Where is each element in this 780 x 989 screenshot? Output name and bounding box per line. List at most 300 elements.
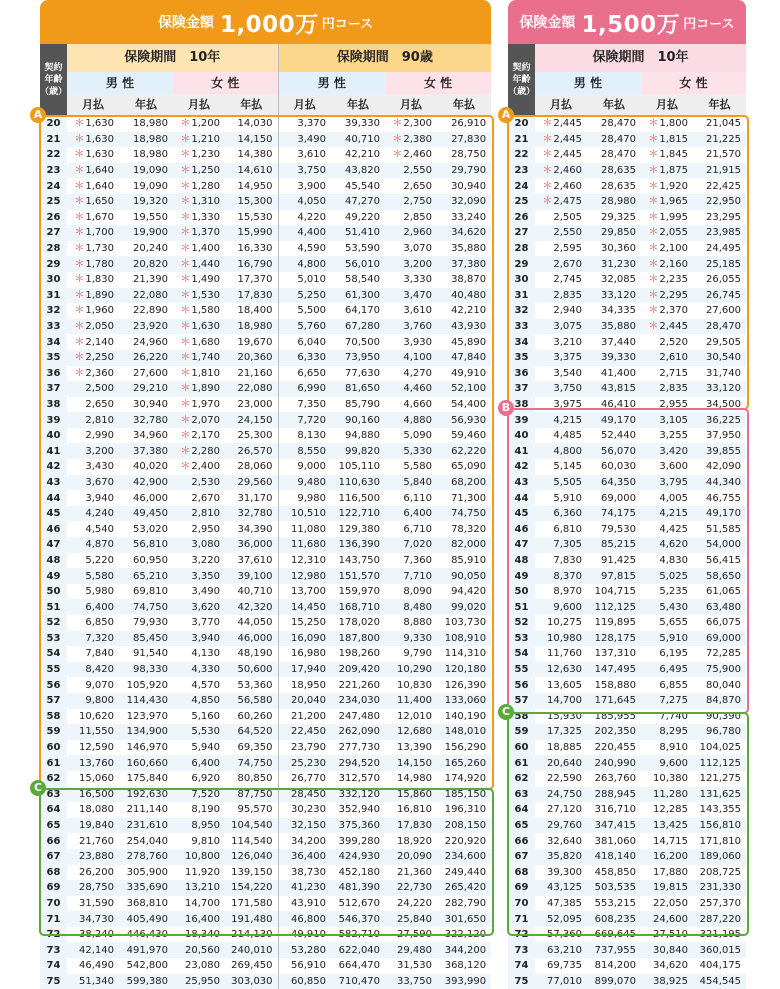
- premium-cell: [278, 397, 331, 413]
- premium-cell: [278, 693, 331, 709]
- premium-cell: [535, 412, 587, 428]
- asterisk-icon: ＊: [180, 196, 191, 208]
- premium-value: 39,100: [237, 570, 273, 582]
- premium-value: 104,025: [699, 742, 742, 754]
- premium-value: 424,930: [338, 851, 381, 863]
- age-cell: 72: [508, 927, 535, 943]
- premium-cell: [173, 256, 225, 272]
- premium-cell: [331, 568, 385, 584]
- premium-value: 6,330: [297, 352, 327, 364]
- premium-value: 77,630: [345, 367, 381, 379]
- premium-value: 143,750: [338, 554, 381, 566]
- premium-value: 112,125: [699, 757, 742, 769]
- premium-value: 14,700: [185, 897, 220, 909]
- age-cell: 41: [40, 443, 67, 459]
- table-row: [508, 272, 746, 288]
- table-row: [508, 288, 746, 304]
- premium-value: 25,950: [185, 975, 220, 987]
- premium-cell: [641, 178, 693, 194]
- age-cell: 62: [40, 771, 67, 787]
- premium-value: 5,655: [659, 617, 688, 629]
- premium-value: 22,730: [397, 882, 433, 894]
- table-row: [40, 599, 491, 615]
- premium-value: 33,750: [397, 975, 433, 987]
- age-cell: 63: [508, 787, 535, 803]
- premium-cell: [535, 428, 587, 444]
- premium-cell: [437, 506, 491, 522]
- premium-cell: [535, 241, 587, 257]
- premium-cell: [437, 880, 491, 896]
- premium-cell: [535, 958, 587, 974]
- premium-cell: [693, 818, 746, 834]
- premium-value: 5,145: [553, 461, 582, 473]
- premium-cell: [641, 241, 693, 257]
- premium-value: 1,650: [85, 196, 114, 208]
- premium-cell: [641, 849, 693, 865]
- premium-cell: [119, 350, 173, 366]
- premium-value: 6,495: [659, 664, 688, 676]
- premium-cell: [225, 397, 278, 413]
- premium-value: 30,840: [653, 944, 688, 956]
- premium-value: 8,880: [403, 617, 433, 629]
- premium-value: 29,560: [237, 476, 273, 488]
- table-row: [508, 662, 746, 678]
- right-header-label: 保険金額: [519, 15, 576, 31]
- premium-value: 332,120: [338, 788, 381, 800]
- premium-cell: [535, 974, 587, 989]
- table-row: [508, 584, 746, 600]
- premium-cell: [535, 631, 587, 647]
- asterisk-icon: ＊: [74, 367, 85, 379]
- age-cell: 24: [40, 178, 67, 194]
- annual-header: 年払: [119, 94, 173, 116]
- premium-value: 899,070: [594, 975, 636, 987]
- table-row: [508, 521, 746, 537]
- premium-value: 305,900: [126, 866, 168, 878]
- premium-cell: [437, 958, 491, 974]
- age-cell: 45: [40, 506, 67, 522]
- premium-cell: [67, 677, 119, 693]
- premium-cell: [641, 459, 693, 475]
- premium-cell: [278, 771, 331, 787]
- premium-value: 347,415: [594, 820, 636, 832]
- premium-cell: [225, 958, 278, 974]
- premium-value: 60,260: [237, 710, 273, 722]
- age-cell: 67: [40, 849, 67, 865]
- asterisk-icon: ＊: [648, 258, 659, 270]
- premium-cell: [119, 319, 173, 335]
- premium-cell: [437, 163, 491, 179]
- premium-cell: [437, 443, 491, 459]
- premium-value: 9,600: [553, 601, 582, 613]
- asterisk-icon: ＊: [648, 196, 659, 208]
- premium-value: 151,570: [338, 570, 381, 582]
- premium-value: 8,550: [297, 445, 327, 457]
- premium-cell: [385, 615, 437, 631]
- premium-cell: [641, 521, 693, 537]
- premium-value: 21,390: [133, 274, 168, 286]
- premium-cell: [641, 615, 693, 631]
- premium-cell: [225, 147, 278, 163]
- asterisk-icon: ＊: [648, 227, 659, 239]
- premium-value: 126,390: [444, 679, 487, 691]
- premium-cell: [67, 755, 119, 771]
- premium-cell: [331, 693, 385, 709]
- premium-cell: [587, 272, 641, 288]
- premium-value: 18,950: [291, 679, 327, 691]
- asterisk-icon: ＊: [74, 118, 85, 130]
- premium-cell: [331, 178, 385, 194]
- premium-cell: [331, 942, 385, 958]
- premium-cell: [587, 194, 641, 210]
- premium-value: 1,530: [191, 289, 220, 301]
- asterisk-icon: ＊: [74, 352, 85, 364]
- badge-c-right: C: [498, 704, 514, 720]
- premium-cell: [385, 210, 437, 226]
- premium-cell: [119, 241, 173, 257]
- age-cell: 68: [508, 865, 535, 881]
- premium-value: 136,390: [338, 539, 381, 551]
- badge-b-right: B: [498, 400, 514, 416]
- premium-cell: [693, 366, 746, 382]
- premium-value: 69,735: [547, 960, 582, 972]
- table-row: [40, 147, 491, 163]
- premium-cell: [278, 615, 331, 631]
- premium-value: 171,810: [699, 835, 742, 847]
- premium-cell: [331, 210, 385, 226]
- premium-value: 294,520: [338, 757, 381, 769]
- premium-value: 5,580: [403, 461, 433, 473]
- premium-cell: [225, 787, 278, 803]
- premium-value: 2,380: [403, 133, 433, 145]
- asterisk-icon: ＊: [180, 321, 191, 333]
- age-cell: 70: [508, 896, 535, 912]
- premium-cell: [641, 740, 693, 756]
- premium-cell: [587, 381, 641, 397]
- premium-value: 98,330: [133, 664, 168, 676]
- premium-cell: [278, 350, 331, 366]
- premium-value: 4,005: [659, 492, 688, 504]
- premium-cell: [385, 865, 437, 881]
- asterisk-icon: ＊: [74, 133, 85, 145]
- monthly-header: 月払: [535, 94, 587, 116]
- premium-cell: [587, 849, 641, 865]
- premium-cell: [119, 771, 173, 787]
- age-cell: 70: [40, 896, 67, 912]
- premium-cell: [535, 802, 587, 818]
- left-header-suffix: 円コース: [321, 16, 374, 32]
- premium-value: 4,880: [403, 414, 433, 426]
- premium-cell: [225, 319, 278, 335]
- male-header: 男 性: [535, 72, 641, 94]
- premium-value: 28,470: [601, 149, 636, 161]
- premium-cell: [437, 288, 491, 304]
- premium-value: 52,100: [451, 383, 487, 395]
- premium-value: 21,760: [79, 835, 114, 847]
- premium-cell: [278, 459, 331, 475]
- premium-cell: [67, 288, 119, 304]
- table-row: [508, 896, 746, 912]
- premium-value: 56,010: [345, 258, 381, 270]
- premium-cell: [67, 615, 119, 631]
- premium-cell: [535, 599, 587, 615]
- premium-cell: [225, 709, 278, 725]
- table-row: [508, 319, 746, 335]
- premium-cell: [331, 537, 385, 553]
- premium-value: 9,330: [403, 632, 433, 644]
- premium-cell: [173, 568, 225, 584]
- premium-cell: [385, 849, 437, 865]
- premium-cell: [173, 802, 225, 818]
- premium-value: 37,610: [237, 554, 273, 566]
- age-cell: 55: [508, 662, 535, 678]
- premium-value: 446,430: [126, 929, 168, 941]
- premium-cell: [67, 709, 119, 725]
- age-cell: 71: [40, 911, 67, 927]
- table-row: [40, 677, 491, 693]
- premium-value: 1,630: [85, 118, 114, 130]
- premium-cell: [641, 833, 693, 849]
- premium-value: 45,540: [345, 180, 381, 192]
- premium-value: 240,990: [594, 757, 636, 769]
- premium-cell: [67, 506, 119, 522]
- premium-value: 20,640: [547, 757, 582, 769]
- premium-value: 814,200: [594, 960, 636, 972]
- premium-cell: [225, 178, 278, 194]
- premium-value: 16,200: [653, 851, 688, 863]
- premium-cell: [119, 256, 173, 272]
- age-cell: 39: [40, 412, 67, 428]
- premium-cell: [385, 584, 437, 600]
- premium-value: 4,590: [297, 243, 327, 255]
- premium-value: 156,290: [444, 742, 487, 754]
- age-cell: 51: [40, 599, 67, 615]
- premium-cell: [693, 350, 746, 366]
- premium-value: 3,370: [297, 118, 327, 130]
- premium-cell: [437, 225, 491, 241]
- premium-cell: [437, 631, 491, 647]
- premium-value: 481,390: [338, 882, 381, 894]
- table-row: [40, 880, 491, 896]
- premium-cell: [437, 210, 491, 226]
- premium-value: 59,460: [451, 430, 487, 442]
- premium-cell: [278, 568, 331, 584]
- premium-cell: [67, 865, 119, 881]
- premium-value: 1,230: [191, 149, 220, 161]
- premium-cell: [385, 428, 437, 444]
- monthly-header: 月払: [173, 94, 225, 116]
- premium-value: 599,380: [126, 975, 168, 987]
- premium-value: 36,225: [706, 414, 742, 426]
- premium-cell: [587, 147, 641, 163]
- premium-cell: [385, 194, 437, 210]
- premium-cell: [587, 350, 641, 366]
- premium-value: 2,940: [553, 305, 582, 317]
- table-row: [40, 896, 491, 912]
- premium-value: 18,400: [237, 305, 273, 317]
- asterisk-icon: ＊: [180, 305, 191, 317]
- premium-value: 368,810: [126, 897, 168, 909]
- table-row: [508, 443, 746, 459]
- premium-cell: [173, 350, 225, 366]
- premium-cell: [331, 958, 385, 974]
- premium-cell: [385, 116, 437, 132]
- premium-value: 38,730: [291, 866, 327, 878]
- premium-cell: [693, 147, 746, 163]
- premium-value: 4,215: [659, 508, 688, 520]
- age-cell: 64: [40, 802, 67, 818]
- premium-value: 42,210: [345, 149, 381, 161]
- premium-cell: [385, 178, 437, 194]
- premium-value: 28,635: [601, 180, 636, 192]
- age-cell: 57: [40, 693, 67, 709]
- premium-value: 28,750: [79, 882, 114, 894]
- premium-cell: [587, 911, 641, 927]
- premium-value: 553,215: [594, 897, 636, 909]
- premium-value: 1,330: [191, 211, 220, 223]
- premium-cell: [385, 272, 437, 288]
- premium-cell: [173, 366, 225, 382]
- premium-value: 42,900: [133, 476, 168, 488]
- premium-value: 19,090: [133, 165, 168, 177]
- premium-value: 2,445: [659, 321, 688, 333]
- premium-cell: [535, 303, 587, 319]
- premium-cell: [641, 693, 693, 709]
- premium-cell: [385, 241, 437, 257]
- female-header: 女 性: [385, 72, 491, 94]
- premium-value: 1,630: [191, 321, 220, 333]
- table-row: [40, 911, 491, 927]
- asterisk-icon: ＊: [180, 383, 191, 395]
- premium-cell: [587, 490, 641, 506]
- premium-value: 24,750: [547, 788, 582, 800]
- premium-cell: [437, 147, 491, 163]
- premium-cell: [693, 709, 746, 725]
- premium-cell: [535, 755, 587, 771]
- asterisk-icon: ＊: [648, 243, 659, 255]
- table-row: [40, 942, 491, 958]
- premium-cell: [437, 974, 491, 989]
- premium-cell: [535, 662, 587, 678]
- premium-cell: [693, 631, 746, 647]
- premium-cell: [535, 381, 587, 397]
- premium-value: 37,380: [451, 258, 487, 270]
- premium-cell: [535, 833, 587, 849]
- premium-value: 22,080: [133, 289, 168, 301]
- asterisk-icon: ＊: [180, 414, 191, 426]
- premium-value: 30,230: [291, 804, 327, 816]
- premium-cell: [641, 568, 693, 584]
- premium-value: 96,780: [706, 726, 742, 738]
- premium-value: 14,030: [237, 118, 273, 130]
- premium-cell: [67, 537, 119, 553]
- premium-cell: [641, 662, 693, 678]
- premium-value: 16,090: [291, 632, 327, 644]
- premium-cell: [331, 802, 385, 818]
- premium-value: 209,420: [338, 664, 381, 676]
- premium-value: 3,670: [85, 476, 114, 488]
- premium-value: 3,940: [191, 632, 220, 644]
- premium-cell: [437, 896, 491, 912]
- premium-cell: [385, 974, 437, 989]
- premium-cell: [119, 210, 173, 226]
- premium-cell: [437, 397, 491, 413]
- premium-value: 2,835: [659, 383, 688, 395]
- premium-cell: [225, 599, 278, 615]
- premium-value: 2,990: [85, 430, 114, 442]
- age-cell: 50: [40, 584, 67, 600]
- premium-cell: [331, 428, 385, 444]
- premium-value: 1,630: [85, 149, 114, 161]
- premium-cell: [225, 553, 278, 569]
- premium-cell: [437, 709, 491, 725]
- asterisk-icon: ＊: [648, 321, 659, 333]
- premium-cell: [535, 210, 587, 226]
- premium-cell: [535, 178, 587, 194]
- premium-value: 8,295: [659, 726, 688, 738]
- table-row: [508, 225, 746, 241]
- premium-value: 27,830: [451, 133, 487, 145]
- table-row: [508, 974, 746, 989]
- premium-cell: [437, 740, 491, 756]
- premium-cell: [385, 443, 437, 459]
- premium-cell: [437, 771, 491, 787]
- premium-value: 3,975: [553, 398, 582, 410]
- premium-cell: [385, 693, 437, 709]
- premium-cell: [437, 818, 491, 834]
- age-cell: 56: [508, 677, 535, 693]
- premium-cell: [693, 397, 746, 413]
- premium-value: 11,760: [547, 648, 582, 660]
- premium-cell: [278, 194, 331, 210]
- premium-cell: [173, 412, 225, 428]
- premium-value: 26,570: [237, 445, 273, 457]
- premium-value: 5,430: [659, 601, 688, 613]
- premium-cell: [331, 911, 385, 927]
- premium-value: 4,240: [85, 508, 114, 520]
- premium-cell: [173, 724, 225, 740]
- premium-cell: [437, 116, 491, 132]
- premium-value: 27,600: [133, 367, 168, 379]
- premium-cell: [587, 896, 641, 912]
- premium-value: 3,490: [297, 133, 327, 145]
- premium-cell: [587, 802, 641, 818]
- premium-value: 34,390: [237, 523, 273, 535]
- premium-value: 95,570: [237, 804, 273, 816]
- premium-cell: [119, 428, 173, 444]
- premium-cell: [693, 334, 746, 350]
- premium-cell: [437, 693, 491, 709]
- asterisk-icon: ＊: [180, 289, 191, 301]
- premium-value: 16,790: [237, 258, 273, 270]
- premium-value: 3,490: [191, 586, 220, 598]
- premium-cell: [119, 584, 173, 600]
- premium-cell: [641, 709, 693, 725]
- premium-cell: [67, 646, 119, 662]
- premium-cell: [331, 334, 385, 350]
- premium-value: 85,215: [601, 539, 636, 551]
- premium-cell: [119, 693, 173, 709]
- premium-cell: [385, 412, 437, 428]
- premium-value: 37,440: [601, 336, 636, 348]
- premium-cell: [437, 178, 491, 194]
- premium-value: 2,360: [85, 367, 114, 379]
- premium-value: 123,970: [126, 710, 168, 722]
- premium-value: 393,990: [444, 975, 487, 987]
- age-cell: 47: [508, 537, 535, 553]
- premium-value: 60,950: [133, 554, 168, 566]
- table-row: [40, 303, 491, 319]
